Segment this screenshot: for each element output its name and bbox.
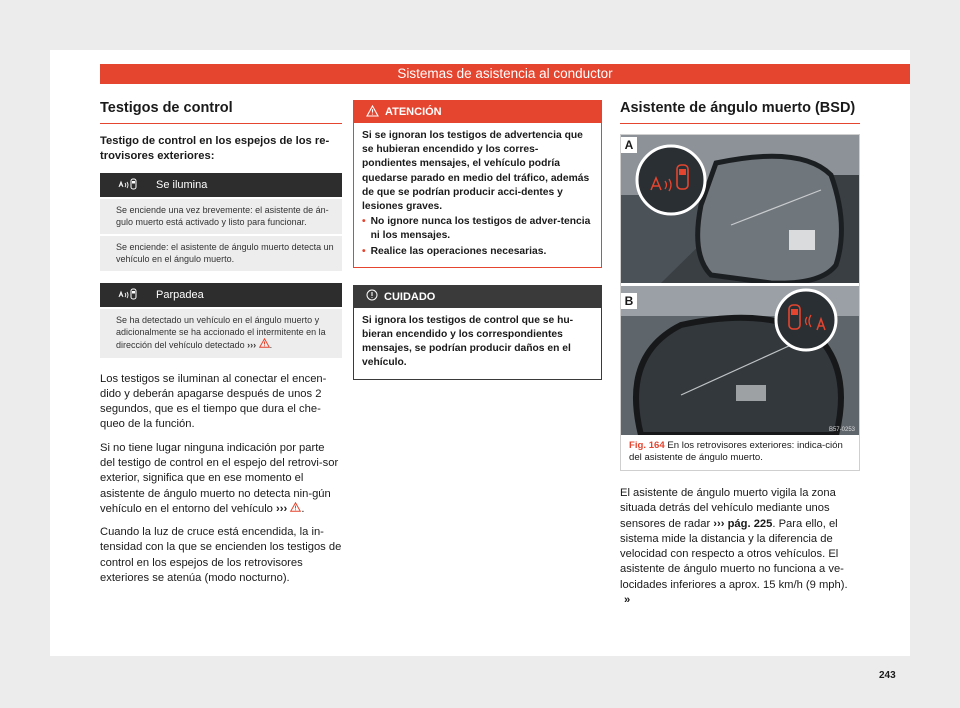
subheading: Testigo de control en los espejos de los re-trovisores exteriores:: [100, 135, 330, 162]
caution-title: CUIDADO: [384, 290, 436, 303]
figure-label-a: A: [621, 137, 637, 153]
section-title: Asistente de ángulo muerto (BSD): [620, 100, 860, 124]
paragraph: [620, 486, 860, 608]
paragraph: Cuando la luz de cruce está encendida, la in-tensidad con la que se encienden los testigos de control en los espejos de los retrovisores exteriores se atenúa (modo nocturno).: [100, 526, 342, 585]
page-number: 243: [879, 670, 896, 681]
paragraph: Los testigos se iluminan al conectar el encen-dido y deberán apagarse después de unos 2 segundos, que es el tiempo que dura el che-queo de la función.: [100, 372, 327, 431]
manual-page: [50, 50, 910, 681]
section-title: Testigos de control: [100, 100, 342, 124]
list-item: • Realice las operaciones necesarias.: [362, 245, 593, 259]
caution-box: [353, 285, 602, 380]
list-item-text: No ignore nunca los testigos de adver-tencia ni los mensajes.: [370, 216, 591, 242]
figure-code: B57-0253: [828, 427, 855, 433]
warning-body: [354, 123, 601, 267]
column-left: [100, 100, 342, 586]
caution-header: [354, 286, 601, 308]
warning-header: [354, 101, 601, 123]
warning-triangle-icon: [366, 105, 379, 120]
list-item-text: Realice las operaciones necesarias.: [370, 245, 547, 257]
figure-caption-text: En los retrovisores exteriores: indica-ción del asistente de ángulo muerto.: [629, 440, 843, 463]
paragraph-text: . Para ello, el sistema mide la distancia y la diferencia de velocidad con respecto a otros vehículos. El asistente de ángulo muerto no funciona a ve-locidades inferiores a aprox. 15 km/h (9 mph).: [620, 517, 848, 591]
table-row-text: Se ha detectado un vehículo en el ángulo muerto y adicionalmente se ha accionado el intermitente en la dirección del vehículo detectado: [116, 315, 326, 350]
column-middle: [353, 100, 602, 380]
reference-arrows[interactable]: ›››: [247, 340, 257, 350]
warning-title: ATENCIÓN: [385, 106, 442, 118]
page-reference-link[interactable]: ››› pág. 225: [713, 517, 773, 530]
warning-box: [353, 100, 602, 268]
table-header-label: Parpadea: [156, 289, 204, 301]
table-header-lit: [100, 173, 342, 197]
reference-arrows[interactable]: ›››: [276, 502, 288, 515]
figure-label-b: B: [621, 293, 637, 309]
caution-body: Si ignora los testigos de control que se hu-bieran encendido y los correspondientes mensajes, se podrían producir daños en el vehículo.: [362, 314, 574, 369]
bsd-indicator-icon: [100, 177, 156, 193]
mirror-illustration: [621, 135, 859, 435]
info-circle-icon: [366, 289, 378, 304]
continue-mark: »: [624, 594, 631, 607]
warning-triangle-icon: [259, 340, 270, 350]
paragraph-text: Si no tiene lugar ninguna indicación por parte del testigo de control en el espejo del retrovi-sor exterior, significa que en ese momento el asistente de ángulo muerto no detecta nin-gún vehículo en el entorno del vehículo: [100, 441, 339, 515]
paragraph: Si no tiene lugar ninguna indicación por parte del testigo de control en el espejo del retrovi-sor exterior, significa que en ese momento el asistente de ángulo muerto no detecta nin-gún vehículo en el entorno del vehículo ››› .: [100, 441, 339, 515]
chapter-header: Sistemas de asistencia al conductor: [100, 64, 910, 84]
table-header-blink: [100, 283, 342, 307]
column-right: [620, 100, 860, 608]
figure-image: [621, 135, 859, 435]
warning-triangle-icon: [290, 503, 301, 515]
table-row: Se enciende: el asistente de ángulo muerto detecta un vehículo en el ángulo muerto.: [100, 236, 342, 271]
figure-caption: [621, 435, 859, 470]
table-row: Se enciende una vez brevemente: el asistente de án-gulo muerto está activado y listo para funcionar.: [100, 199, 342, 234]
table-header-label: Se ilumina: [156, 179, 208, 191]
figure: [620, 134, 860, 471]
figure-number: Fig. 164: [629, 440, 665, 451]
list-item: • No ignore nunca los testigos de adver-tencia ni los mensajes.: [362, 215, 593, 243]
table-row: Se ha detectado un vehículo en el ángulo muerto y adicionalmente se ha accionado el intermitente en la dirección del vehículo detectado ››› .: [100, 309, 342, 358]
paragraph-text: El asistente de ángulo muerto vigila la zona situada detrás del vehículo mediante unos sensores de radar: [620, 487, 836, 530]
bsd-indicator-icon: [100, 287, 156, 303]
warning-text: Si se ignoran los testigos de advertencia que se hubieran encendido y los corres-pondientes mensajes, el vehículo podría quedarse parado en medio del tráfico, además de que se podrían producir acci-dentes y lesiones graves.: [362, 130, 590, 213]
